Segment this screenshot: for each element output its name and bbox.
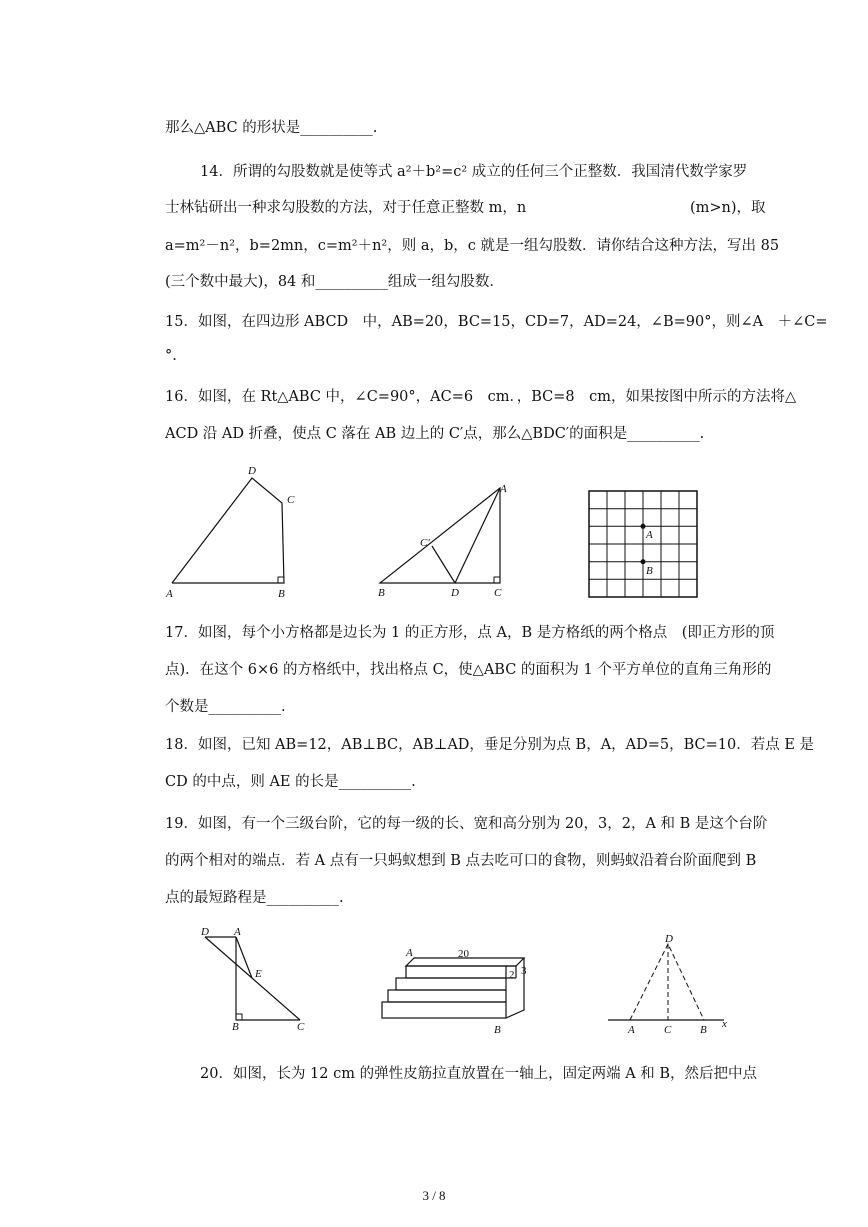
text-line-1: 那么△ABC 的形状是__________. [165, 120, 378, 136]
label-B: B [378, 587, 385, 599]
label-B: B [646, 565, 653, 577]
label-A: A [234, 926, 241, 938]
text-line-17: 的两个相对的端点．若 A 点有一只蚂蚁想到 B 点去吃可口的食物，则蚂蚁沿着台阶面爬到 B [165, 853, 757, 869]
label-A: A [406, 947, 413, 959]
text-line-11: 17．如图，每个小方格都是边长为 1 的正方形，点 A，B 是方格纸的两个格点 (即正方形的顶 [165, 625, 775, 641]
label-width: 3 [521, 965, 527, 977]
label-C: C [287, 494, 295, 506]
label-D: D [201, 926, 209, 938]
text-line-2: 14．所谓的勾股数就是使等式 a²＋b²=c² 成立的任何三个正整数．我国清代数学家罗 [200, 164, 748, 180]
fold-triangle-figure [370, 480, 520, 605]
label-height: 2 [509, 969, 515, 981]
label-A: A [166, 588, 173, 600]
text-line-6: (三个数中最大)，84 和__________组成一组勾股数． [165, 274, 504, 290]
label-B: B [700, 1024, 707, 1036]
text-line-13: 个数是__________. [165, 699, 286, 715]
label-C: C [664, 1024, 672, 1036]
perpendicular-figure [195, 922, 315, 1037]
stairs-figure [378, 948, 538, 1038]
text-line-19: 20．如图，长为 12 cm 的弹性皮筋拉直放置在一轴上，固定两端 A 和 B，然后把中点 [200, 1066, 758, 1082]
grid-figure [585, 488, 705, 603]
label-C: C [297, 1021, 305, 1033]
label-C-prime: C′ [420, 537, 430, 549]
text-line-9: 16．如图，在 Rt△ABC 中，∠C=90°，AC=6 cm．，BC=8 cm，如果按图中所示的方法将△ [165, 389, 797, 405]
text-line-12: 点)．在这个 6×6 的方格纸中，找出格点 C，使△ABC 的面积为 1 个平方单位的直角三角形的 [165, 662, 772, 678]
text-line-5: a=m²－n²，b=2mn，c=m²＋n²，则 a，b，c 就是一组勾股数．请你结合这种方法，写出 85 [165, 238, 780, 254]
label-A: A [500, 483, 507, 495]
text-line-14: 18．如图，已知 AB=12，AB⊥BC，AB⊥AD，垂足分别为点 B，A，AD=5，BC=10．若点 E 是 [165, 737, 815, 753]
label-A: A [646, 529, 653, 541]
label-B: B [232, 1021, 239, 1033]
label-D: D [248, 465, 256, 477]
label-A: A [628, 1024, 635, 1036]
text-line-18: 点的最短路程是__________. [165, 890, 344, 906]
label-x: x [722, 1018, 727, 1030]
text-line-16: 19．如图，有一个三级台阶，它的每一级的长、宽和高分别为 20，3，2，A 和 B 是这个台阶 [165, 816, 768, 832]
text-line-4: (m>n)，取 [690, 200, 766, 216]
label-length: 20 [458, 948, 469, 960]
label-D: D [665, 933, 673, 945]
label-E: E [255, 968, 262, 980]
text-line-8: °. [165, 348, 177, 364]
page-number: 3 / 8 [422, 1188, 446, 1203]
quadrilateral-figure [160, 455, 310, 605]
text-line-10: ACD 沿 AD 折叠，使点 C 落在 AB 边上的 C′点，那么△BDC′的面积是__________. [165, 426, 705, 442]
axis-figure [600, 930, 740, 1040]
label-B: B [494, 1024, 501, 1036]
text-line-15: CD 的中点，则 AE 的长是__________. [165, 774, 416, 790]
text-line-3: 士林钻研出一种求勾股数的方法，对于任意正整数 m，n [165, 200, 527, 216]
label-D: D [451, 587, 459, 599]
label-B: B [278, 588, 285, 600]
text-line-7: 15．如图，在四边形 ABCD 中，AB=20，BC=15，CD=7，AD=24，∠B=90°，则∠A ＋∠C= [165, 314, 828, 330]
label-C: C [494, 587, 502, 599]
